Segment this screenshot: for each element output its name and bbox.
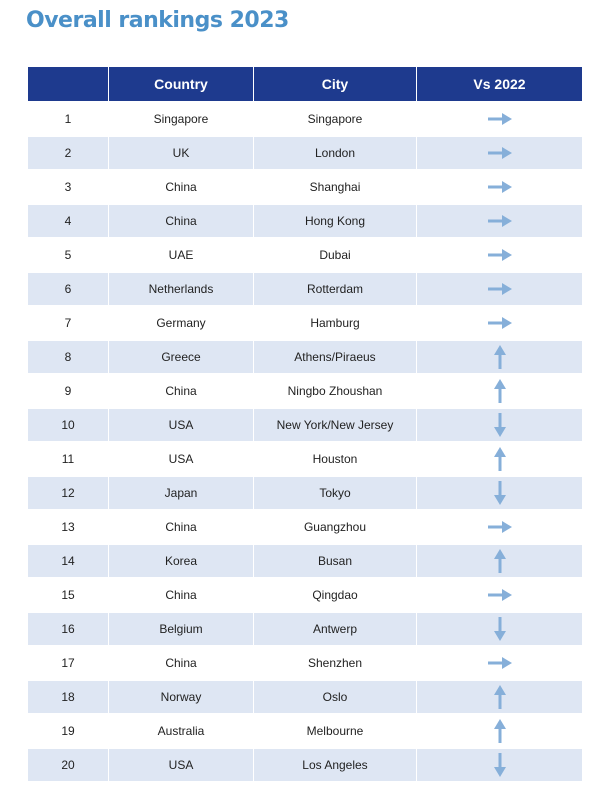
table-row bbox=[28, 203, 582, 237]
trend-cell bbox=[417, 475, 582, 509]
arrow-down-icon bbox=[492, 752, 508, 778]
arrow-up-icon bbox=[492, 344, 508, 370]
page-title: Overall rankings 2023 bbox=[26, 8, 289, 33]
trend-cell bbox=[417, 169, 582, 203]
country-cell: Germany bbox=[109, 305, 254, 339]
city-cell: Houston bbox=[254, 441, 417, 475]
city-cell: Shanghai bbox=[254, 169, 417, 203]
table-row bbox=[28, 645, 582, 679]
country-cell: UAE bbox=[109, 237, 254, 271]
city-cell: Shenzhen bbox=[254, 645, 417, 679]
city-cell: Qingdao bbox=[254, 577, 417, 611]
rank-cell: 15 bbox=[28, 577, 109, 611]
arrow-up-icon bbox=[492, 446, 508, 472]
rank-cell: 5 bbox=[28, 237, 109, 271]
rank-cell: 1 bbox=[28, 101, 109, 135]
arrow-up-icon bbox=[492, 548, 508, 574]
city-cell: New York/New Jersey bbox=[254, 407, 417, 441]
trend-cell bbox=[417, 407, 582, 441]
table-row bbox=[28, 475, 582, 509]
arrow-right-icon bbox=[487, 247, 513, 263]
trend-cell bbox=[417, 611, 582, 645]
table-row bbox=[28, 543, 582, 577]
city-cell: Tokyo bbox=[254, 475, 417, 509]
trend-cell bbox=[417, 509, 582, 543]
rank-cell: 20 bbox=[28, 747, 109, 781]
country-cell: Belgium bbox=[109, 611, 254, 645]
country-cell: UK bbox=[109, 135, 254, 169]
arrow-down-icon bbox=[492, 412, 508, 438]
city-cell: Ningbo Zhoushan bbox=[254, 373, 417, 407]
rank-cell: 8 bbox=[28, 339, 109, 373]
table-row bbox=[28, 747, 582, 781]
country-cell: China bbox=[109, 645, 254, 679]
country-cell: Greece bbox=[109, 339, 254, 373]
rank-cell: 9 bbox=[28, 373, 109, 407]
arrow-right-icon bbox=[487, 179, 513, 195]
rank-cell: 19 bbox=[28, 713, 109, 747]
city-cell: Singapore bbox=[254, 101, 417, 135]
city-cell: Guangzhou bbox=[254, 509, 417, 543]
country-cell: China bbox=[109, 577, 254, 611]
trend-cell bbox=[417, 645, 582, 679]
trend-cell bbox=[417, 203, 582, 237]
header-vs-2022: Vs 2022 bbox=[417, 67, 582, 101]
table-row bbox=[28, 509, 582, 543]
table-row bbox=[28, 373, 582, 407]
rank-cell: 13 bbox=[28, 509, 109, 543]
country-cell: China bbox=[109, 203, 254, 237]
city-cell: Dubai bbox=[254, 237, 417, 271]
country-cell: Singapore bbox=[109, 101, 254, 135]
city-cell: Hamburg bbox=[254, 305, 417, 339]
country-cell: China bbox=[109, 373, 254, 407]
header-country: Country bbox=[109, 67, 254, 101]
arrow-right-icon bbox=[487, 315, 513, 331]
city-cell: Oslo bbox=[254, 679, 417, 713]
table-row bbox=[28, 577, 582, 611]
country-cell: Korea bbox=[109, 543, 254, 577]
city-cell: Athens/Piraeus bbox=[254, 339, 417, 373]
city-cell: Hong Kong bbox=[254, 203, 417, 237]
trend-cell bbox=[417, 305, 582, 339]
trend-cell bbox=[417, 543, 582, 577]
rank-cell: 11 bbox=[28, 441, 109, 475]
table-header bbox=[28, 67, 582, 101]
table-row bbox=[28, 305, 582, 339]
arrow-down-icon bbox=[492, 616, 508, 642]
table-row bbox=[28, 339, 582, 373]
rank-cell: 10 bbox=[28, 407, 109, 441]
city-cell: Los Angeles bbox=[254, 747, 417, 781]
arrow-up-icon bbox=[492, 718, 508, 744]
rank-cell: 2 bbox=[28, 135, 109, 169]
city-cell: Rotterdam bbox=[254, 271, 417, 305]
arrow-right-icon bbox=[487, 587, 513, 603]
trend-cell bbox=[417, 135, 582, 169]
rankings-table bbox=[28, 67, 582, 781]
arrow-right-icon bbox=[487, 281, 513, 297]
city-cell: Melbourne bbox=[254, 713, 417, 747]
trend-cell bbox=[417, 713, 582, 747]
country-cell: China bbox=[109, 509, 254, 543]
arrow-right-icon bbox=[487, 111, 513, 127]
trend-cell bbox=[417, 339, 582, 373]
trend-cell bbox=[417, 237, 582, 271]
country-cell: USA bbox=[109, 747, 254, 781]
table-row bbox=[28, 611, 582, 645]
trend-cell bbox=[417, 747, 582, 781]
table-row bbox=[28, 101, 582, 135]
rank-cell: 3 bbox=[28, 169, 109, 203]
country-cell: USA bbox=[109, 407, 254, 441]
trend-cell bbox=[417, 101, 582, 135]
country-cell: China bbox=[109, 169, 254, 203]
rank-cell: 6 bbox=[28, 271, 109, 305]
rank-cell: 7 bbox=[28, 305, 109, 339]
city-cell: Busan bbox=[254, 543, 417, 577]
table-row bbox=[28, 271, 582, 305]
table-row bbox=[28, 441, 582, 475]
table-row bbox=[28, 713, 582, 747]
table-row bbox=[28, 169, 582, 203]
rank-cell: 12 bbox=[28, 475, 109, 509]
rank-cell: 14 bbox=[28, 543, 109, 577]
country-cell: USA bbox=[109, 441, 254, 475]
rank-cell: 18 bbox=[28, 679, 109, 713]
trend-cell bbox=[417, 577, 582, 611]
table-row bbox=[28, 135, 582, 169]
country-cell: Australia bbox=[109, 713, 254, 747]
rank-cell: 16 bbox=[28, 611, 109, 645]
header-rank bbox=[28, 67, 109, 101]
table-body bbox=[28, 101, 582, 781]
arrow-right-icon bbox=[487, 655, 513, 671]
country-cell: Netherlands bbox=[109, 271, 254, 305]
trend-cell bbox=[417, 441, 582, 475]
city-cell: London bbox=[254, 135, 417, 169]
trend-cell bbox=[417, 373, 582, 407]
table-row bbox=[28, 407, 582, 441]
arrow-up-icon bbox=[492, 684, 508, 710]
arrow-right-icon bbox=[487, 519, 513, 535]
arrow-right-icon bbox=[487, 213, 513, 229]
table-row bbox=[28, 679, 582, 713]
trend-cell bbox=[417, 679, 582, 713]
trend-cell bbox=[417, 271, 582, 305]
table-row bbox=[28, 237, 582, 271]
country-cell: Japan bbox=[109, 475, 254, 509]
city-cell: Antwerp bbox=[254, 611, 417, 645]
rank-cell: 4 bbox=[28, 203, 109, 237]
arrow-up-icon bbox=[492, 378, 508, 404]
rank-cell: 17 bbox=[28, 645, 109, 679]
arrow-down-icon bbox=[492, 480, 508, 506]
arrow-right-icon bbox=[487, 145, 513, 161]
header-row bbox=[28, 67, 582, 101]
header-city: City bbox=[254, 67, 417, 101]
country-cell: Norway bbox=[109, 679, 254, 713]
